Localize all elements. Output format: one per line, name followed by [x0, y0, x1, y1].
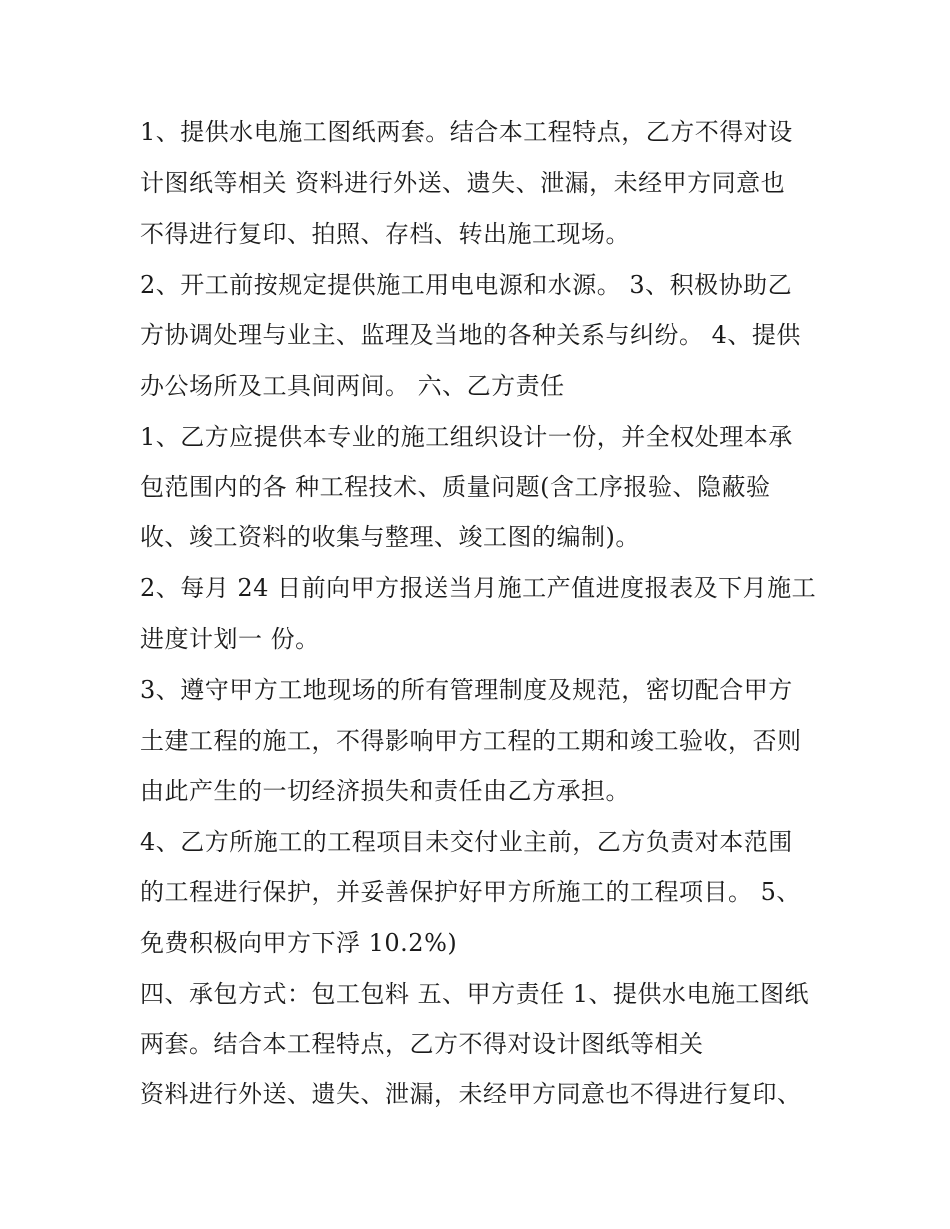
text-line: 2、每月 24 日前向甲方报送当月施工产值进度报表及下月施工 [140, 574, 817, 602]
text-line: 1、乙方应提供本专业的施工组织设计一份，并全权处理本承 [140, 423, 793, 451]
text-line: 4、乙方所施工的工程项目未交付业主前，乙方负责对本范围 [140, 828, 793, 856]
text-line: 由此产生的一切经济损失和责任由乙方承担。 [140, 777, 630, 805]
text-line: 方协调处理与业主、监理及当地的各种关系与纠纷。 4、提供 [140, 321, 801, 349]
text-line: 计图纸等相关 资料进行外送、遗失、泄漏，未经甲方同意也 [140, 169, 786, 197]
text-line: 进度计划一 份。 [140, 625, 320, 653]
text-line: 办公场所及工具间两间。 六、乙方责任 [140, 372, 565, 400]
text-line: 2、开工前按规定提供施工用电电源和水源。 3、积极协助乙 [140, 271, 793, 299]
text-line: 3、遵守甲方工地现场的所有管理制度及规范，密切配合甲方 [140, 676, 793, 704]
text-line: 土建工程的施工，不得影响甲方工程的工期和竣工验收，否则 [140, 727, 802, 755]
text-line: 1、提供水电施工图纸两套。结合本工程特点，乙方不得对设 [140, 118, 793, 146]
text-line: 不得进行复印、拍照、存档、转出施工现场。 [140, 220, 630, 248]
text-line: 四、承包方式：包工包料 五、甲方责任 1、提供水电施工图纸 [140, 980, 810, 1008]
text-line: 包范围内的各 种工程技术、质量问题(含工序报验、隐蔽验 [140, 473, 771, 501]
text-line: 两套。结合本工程特点，乙方不得对设计图纸等相关 [140, 1030, 704, 1058]
text-line: 资料进行外送、遗失、泄漏，未经甲方同意也不得进行复印、 [140, 1080, 802, 1108]
text-line: 收、竣工资料的收集与整理、竣工图的编制)。 [140, 523, 640, 551]
text-line: 的工程进行保护，并妥善保护好甲方所施工的工程项目。 5、 [140, 878, 801, 906]
text-line: 免费积极向甲方下浮 10.2%) [140, 929, 458, 957]
